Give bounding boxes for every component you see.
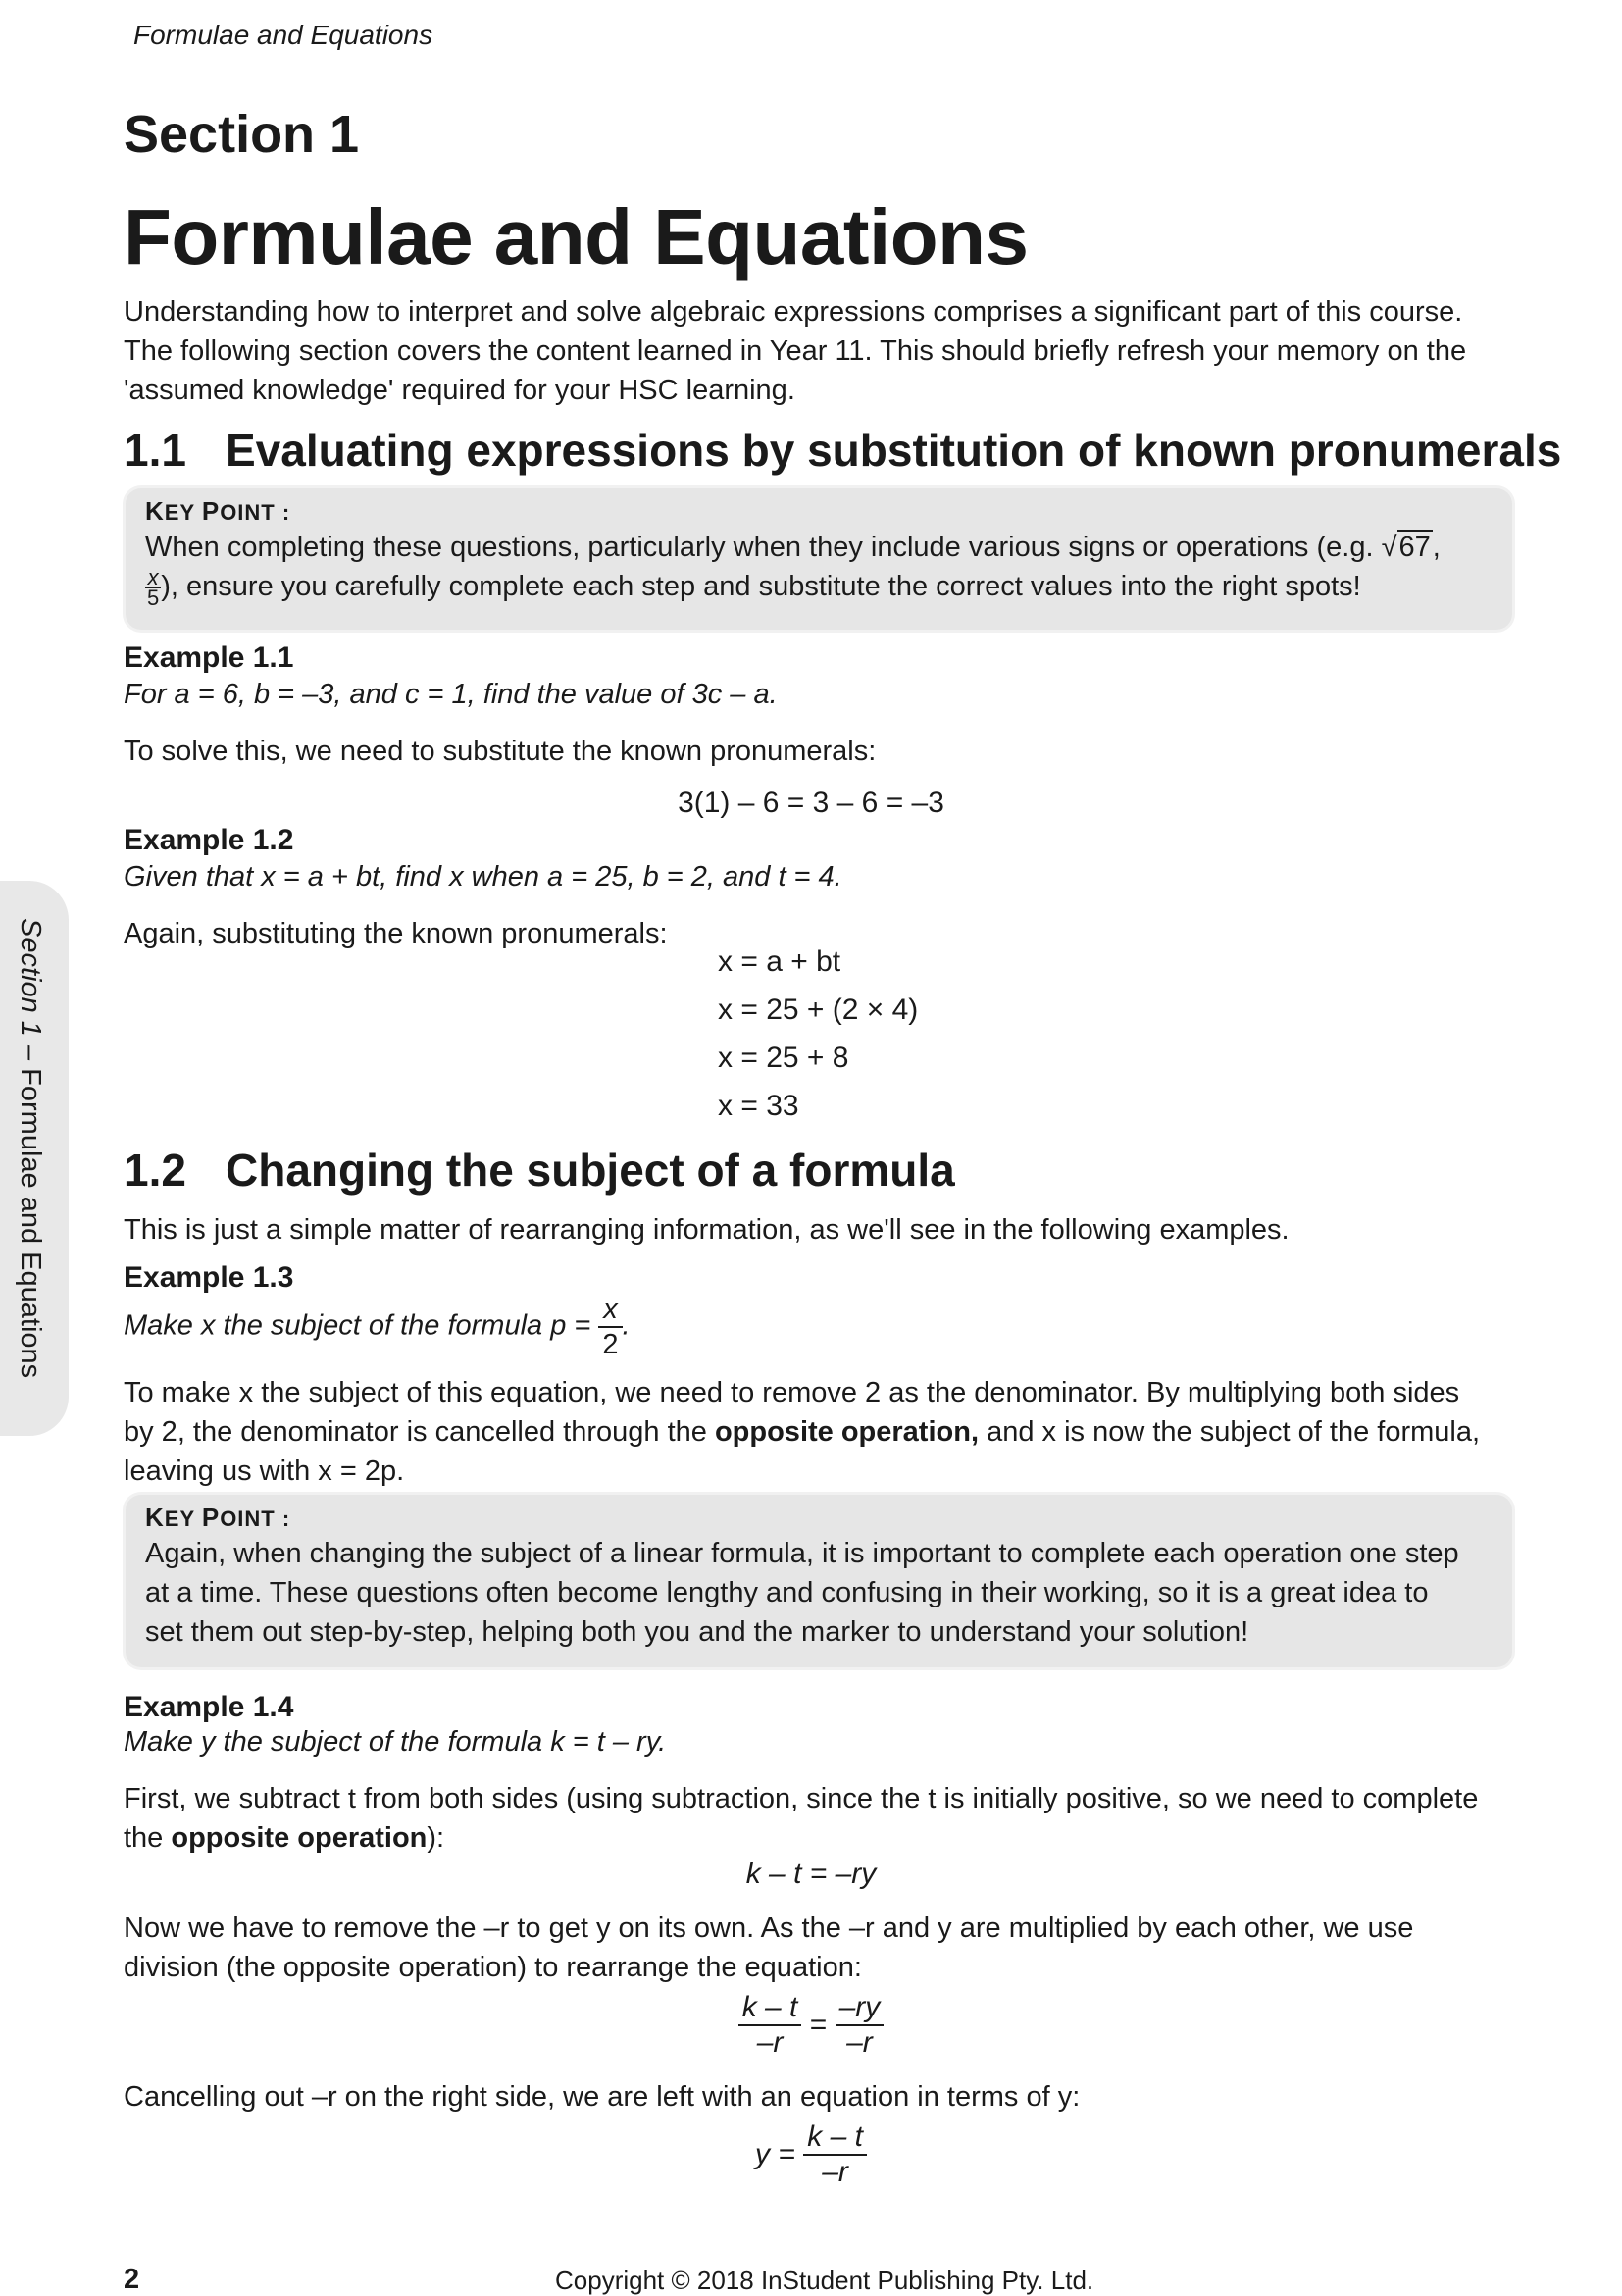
example-title: Example 1.1 — [124, 641, 294, 674]
body-line: division (the opposite operation) to rearrange the equation: — [124, 1952, 862, 1983]
body-line: Now we have to remove the –r to get y on its own. As the –r and y are multiplied by each other, we use — [124, 1913, 1414, 1944]
key-point-line: $\frac{x}{5}$ ), ensure you carefully complete each step and substitute the correct values into the right spots! — [147, 564, 1361, 610]
equation-step: x = 33 — [718, 1090, 799, 1122]
body-line: To make x the subject of this equation, we need to remove 2 as the denominator. By multiplying both sides — [124, 1377, 1460, 1408]
square-root: √67 — [1381, 532, 1431, 563]
example-question: Given that x = a + bt, find x when a = 25, b = 2, and t = 4. — [124, 861, 842, 893]
equation-fraction: y = $\frac{k - t}{-r}$ — [0, 2120, 1622, 2189]
fraction: $\frac{-ry}{-r}$ — [836, 1991, 885, 2060]
body-paragraph — [124, 1909, 1516, 1987]
body-text: Cancelling out –r on the right side, we are left with an equation in terms of y: — [124, 2081, 1081, 2113]
equation-step: x = a + bt — [718, 945, 841, 978]
equation: 3(1) – 6 = 3 – 6 = –3 — [678, 787, 944, 819]
example-question: Make x the subject of the formula p = $\frac{x}{2}$ . — [124, 1294, 631, 1360]
body-text: This is just a simple matter of rearranging information, as we'll see in the following examples. — [124, 1214, 1290, 1246]
section-heading-1-1 — [124, 424, 1561, 477]
fraction: $\frac{x}{5}$ — [147, 564, 160, 610]
page-number: 2 — [124, 2264, 140, 2295]
key-point-line: Again, when changing the subject of a linear formula, it is important to complete each operation one step — [145, 1538, 1459, 1569]
key-point-line: at a time. These questions often become lengthy and confusing in their working, so it is a great idea to — [145, 1577, 1429, 1608]
section-label: Section 1 — [124, 105, 360, 164]
example-question: For a = 6, b = –3, and c = 1, find the value of 3c – a. — [124, 679, 778, 710]
body-paragraph — [124, 1779, 1516, 1858]
body-line: leaving us with x = 2p. — [124, 1455, 405, 1487]
equation: k – t = –ry — [745, 1858, 877, 1890]
intro-line: The following section covers the content learned in Year 11. This should briefly refresh your memory on the — [124, 335, 1467, 367]
equation-steps — [718, 938, 918, 1130]
equation-step: x = 25 + (2 × 4) — [718, 994, 919, 1026]
body-line: by 2, the denominator is cancelled through the opposite operation, and x is now the subject of the formula, — [124, 1416, 1481, 1448]
heading-text: Changing the subject of a formula — [226, 1145, 955, 1196]
heading-number: 1.1 — [124, 425, 186, 476]
fraction: $\frac{k - t}{-r}$ — [738, 1991, 802, 2060]
body-paragraph — [124, 1373, 1516, 1491]
key-point-heading: KEY POINT : — [145, 496, 291, 526]
fraction: $\frac{k - t}{-r}$ — [803, 2120, 867, 2189]
page-title: Formulae and Equations — [124, 193, 1029, 281]
intro-line: Understanding how to interpret and solve algebraic expressions comprises a significant part of this course. — [124, 296, 1463, 328]
example-question: Make y the subject of the formula k = t – ry. — [124, 1726, 667, 1758]
copyright: Copyright © 2018 InStudent Publishing Pty. Ltd. — [555, 2266, 1094, 2295]
example-title: Example 1.2 — [124, 824, 294, 856]
fraction: $\frac{x}{2}$ — [598, 1293, 622, 1361]
heading-number: 1.2 — [124, 1145, 186, 1196]
intro-paragraph — [124, 292, 1516, 410]
example-title: Example 1.4 — [124, 1691, 294, 1723]
equation-step: x = 25 + 8 — [718, 1042, 849, 1074]
example-title: Example 1.3 — [124, 1261, 294, 1294]
key-point-box — [126, 1495, 1512, 1667]
key-point-line: set them out step-by-step, helping both you and the marker to understand your solution! — [145, 1616, 1249, 1648]
heading-text: Evaluating expressions by substitution of known pronumerals — [226, 425, 1562, 476]
key-point-line: When completing these questions, particularly when they include various signs or operations (e.g. √67, — [145, 528, 1493, 567]
body-line: the opposite operation): — [124, 1822, 445, 1854]
intro-line: 'assumed knowledge' required for your HSC learning. — [124, 375, 795, 406]
key-point-box — [126, 488, 1512, 630]
equation-fraction: $\frac{k - t}{-r}$ = $\frac{-ry}{-r}$ — [0, 1991, 1622, 2060]
body-text: To solve this, we need to substitute the known pronumerals: — [124, 736, 877, 767]
side-tab-label: Section 1 – Formulae and Equations — [15, 918, 46, 1379]
running-head: Formulae and Equations — [133, 20, 433, 50]
body-text: Again, substituting the known pronumerals: — [124, 918, 668, 949]
section-heading-1-2 — [124, 1144, 955, 1197]
body-line: First, we subtract t from both sides (using subtraction, since the t is initially positive, so we need to complete — [124, 1783, 1479, 1814]
key-point-heading: KEY POINT : — [145, 1503, 291, 1532]
